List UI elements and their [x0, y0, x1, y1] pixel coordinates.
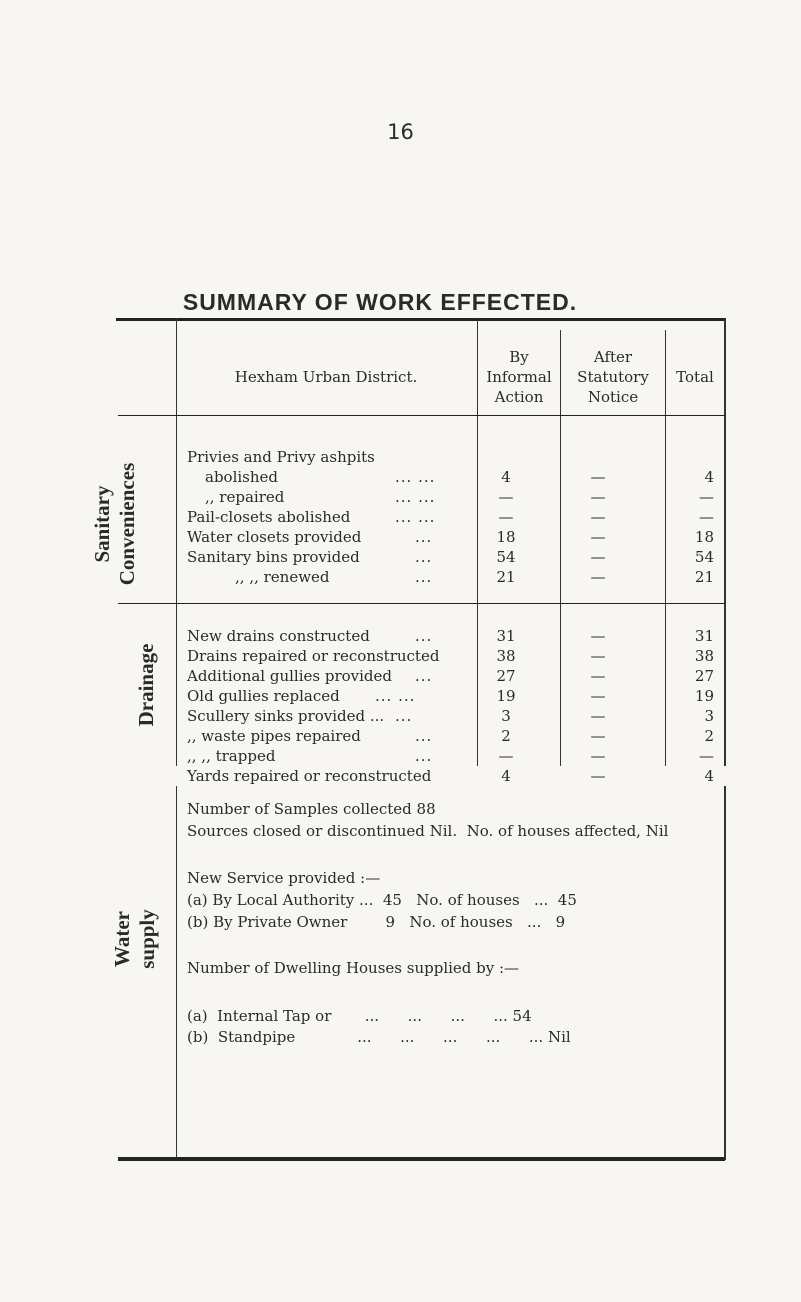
header-informal: By Informal Action [486, 348, 552, 406]
table-row: Scullery sinks provided ... ... 3 — 3 [187, 707, 714, 725]
water-sources-line: Sources closed or discontinued Nil. No. of houses affected, Nil [187, 822, 669, 840]
table-row: Privies and Privy ashpits [187, 448, 375, 466]
water-standpipe: (b) Standpipe ... ... ... ... ... Nil [187, 1028, 571, 1046]
water-service-private: (b) By Private Owner 9 No. of houses ... 9 [187, 913, 566, 931]
table-row: New drains constructed ... 31 — 31 [187, 627, 714, 645]
table-row: Pail-closets abolished ... ... — — — [187, 508, 714, 526]
water-internal-tap: (a) Internal Tap or ... ... ... ... 54 [187, 1007, 532, 1025]
water-dwelling-heading: Number of Dwelling Houses supplied by :— [187, 959, 520, 977]
table-row: Yards repaired or reconstructed 4 — 4 [0, 766, 801, 786]
table-row: ,, repaired ... ... — — — [205, 488, 714, 506]
header-statutory: After Statutory Notice [577, 348, 649, 406]
page-title: SUMMARY OF WORK EFFECTED. [182, 289, 578, 315]
table-row: abolished ... ... 4 — 4 [205, 468, 714, 486]
header-rule [118, 415, 725, 416]
header-total: Total [676, 368, 714, 386]
table-row: Sanitary bins provided ... 54 — 54 [187, 548, 714, 566]
section-label-sanitary: Sanitary Conveniences [90, 462, 139, 586]
water-samples-line: Number of Samples collected 88 [187, 800, 436, 818]
page-number: 16 [387, 120, 414, 144]
section-rule-drainage [118, 603, 725, 604]
table-row: ,, ,, renewed ... 21 — 21 [235, 568, 714, 586]
table-top-rule [116, 318, 725, 321]
table-row: Old gullies replaced ... ... 19 — 19 [187, 687, 714, 705]
table-bottom-rule [118, 1157, 725, 1161]
section-label-drainage: Drainage [134, 643, 158, 727]
water-service-heading: New Service provided :— [187, 869, 381, 887]
table-row: Drains repaired or reconstructed 38 — 38 [187, 647, 714, 665]
water-service-local: (a) By Local Authority ... 45 No. of houses ... 45 [187, 891, 577, 909]
header-district: Hexham Urban District. [234, 368, 418, 386]
table-row: ,, ,, trapped ... — — — [187, 747, 714, 765]
table-row: Water closets provided ... 18 — 18 [187, 528, 714, 546]
table-row: Additional gullies provided ... 27 — 27 [187, 667, 714, 685]
table-row: ,, waste pipes repaired ... 2 — 2 [187, 727, 714, 745]
section-label-water: Water supply [110, 909, 159, 969]
